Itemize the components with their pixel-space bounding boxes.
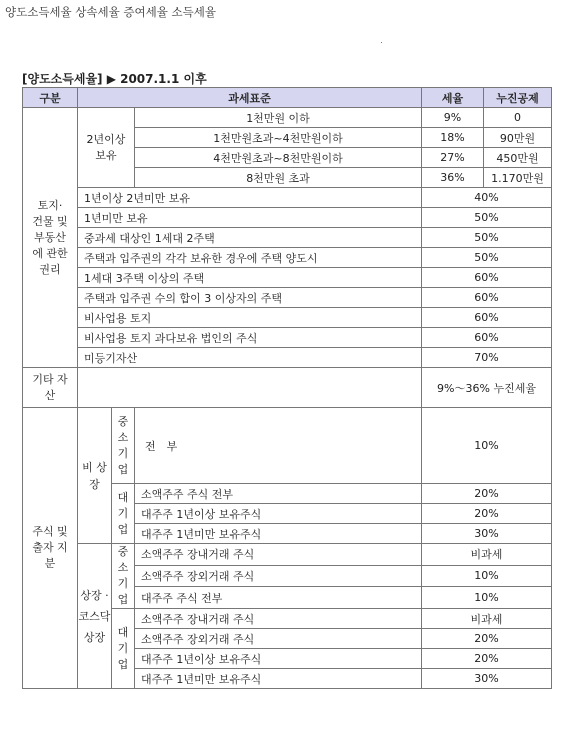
table-row xyxy=(23,348,552,368)
row-label: 대주주 1년이상 보유주식 xyxy=(135,649,422,669)
row-rate: 30% xyxy=(422,524,552,544)
row-label: 대주주 1년이상 보유주식 xyxy=(135,504,422,524)
row-rate: 70% xyxy=(422,348,552,368)
row-label: 소액주주 장내거래 주식 xyxy=(135,544,422,566)
row-rate: 20% xyxy=(422,504,552,524)
bracket-range: 4천만원초과~8천만원이하 xyxy=(135,148,422,168)
table-row xyxy=(23,408,552,484)
table-row xyxy=(23,108,552,128)
table-row xyxy=(23,308,552,328)
bracket-rate: 36% xyxy=(422,168,484,188)
listed-large-label: 대 기 업 xyxy=(112,609,135,689)
row-rate: 50% xyxy=(422,248,552,268)
row-rate: 60% xyxy=(422,328,552,348)
unlisted-sme-rate: 10% xyxy=(422,408,552,484)
bracket-deduction: 0 xyxy=(484,108,552,128)
bracket-range: 8천만원 초과 xyxy=(135,168,422,188)
row-label: 1세대 3주택 이상의 주택 xyxy=(78,268,422,288)
header-rate: 세율 xyxy=(422,88,484,108)
other-empty-cell xyxy=(78,368,422,408)
bracket-rate: 9% xyxy=(422,108,484,128)
header-deduction: 누진공제 xyxy=(484,88,552,108)
row-label: 소액주주 장외거래 주식 xyxy=(135,565,422,587)
other-category-cell: 기타 자산 xyxy=(23,368,78,408)
table-row xyxy=(23,368,552,408)
row-label: 중과세 대상인 1세대 2주택 xyxy=(78,228,422,248)
row-label: 미등기자산 xyxy=(78,348,422,368)
row-label: 주택과 입주권의 각각 보유한 경우에 주택 양도시 xyxy=(78,248,422,268)
row-rate: 비과세 xyxy=(422,609,552,629)
row-label: 1년이상 2년미만 보유 xyxy=(78,188,422,208)
over-2-year-label: 2년이상 보유 xyxy=(78,108,135,188)
row-rate: 50% xyxy=(422,228,552,248)
bracket-range: 1천만원초과~4천만원이하 xyxy=(135,128,422,148)
row-label: 비사업용 토지 xyxy=(78,308,422,328)
row-label: 주택과 입주권 수의 합이 3 이상자의 주택 xyxy=(78,288,422,308)
bracket-rate: 27% xyxy=(422,148,484,168)
row-rate: 20% xyxy=(422,649,552,669)
row-rate: 비과세 xyxy=(422,544,552,566)
row-rate: 30% xyxy=(422,669,552,689)
row-rate: 20% xyxy=(422,484,552,504)
row-rate: 60% xyxy=(422,308,552,328)
table-row xyxy=(23,288,552,308)
row-label: 대주주 1년미만 보유주식 xyxy=(135,669,422,689)
table-row xyxy=(23,328,552,348)
row-label: 소액주주 주식 전부 xyxy=(135,484,422,504)
row-rate: 60% xyxy=(422,288,552,308)
bracket-deduction: 450만원 xyxy=(484,148,552,168)
stray-dot xyxy=(381,42,382,43)
top-heading-line: 양도소득세율 상속세율 증여세율 소득세율 xyxy=(5,5,216,19)
other-rate: 9%～36% 누진세율 xyxy=(422,368,552,408)
bracket-deduction: 90만원 xyxy=(484,128,552,148)
unlisted-sme-label: 중 소 기 업 xyxy=(112,408,135,484)
transfer-tax-table xyxy=(22,87,552,689)
row-label: 소액주주 장외거래 주식 xyxy=(135,629,422,649)
row-label: 대주주 주식 전부 xyxy=(135,587,422,609)
listed-sme-label: 중 소 기 업 xyxy=(112,544,135,609)
table-row xyxy=(23,544,552,566)
table-row xyxy=(23,268,552,288)
row-label: 소액주주 장내거래 주식 xyxy=(135,609,422,629)
unlisted-sme-text: 전 부 xyxy=(135,408,422,484)
table-header-row xyxy=(23,88,552,108)
table-row xyxy=(23,188,552,208)
row-label: 1년미만 보유 xyxy=(78,208,422,228)
section-title: [양도소득세율] ▶ 2007.1.1 이후 xyxy=(22,72,207,86)
listed-label: 상장 · 코스닥상장 xyxy=(78,544,112,689)
row-rate: 50% xyxy=(422,208,552,228)
row-rate: 60% xyxy=(422,268,552,288)
land-category-cell: 토지· 건물 및 부동산에 관한 권리 xyxy=(23,108,78,368)
row-rate: 40% xyxy=(422,188,552,208)
table-row xyxy=(23,208,552,228)
bracket-deduction: 1.170만원 xyxy=(484,168,552,188)
row-rate: 10% xyxy=(422,587,552,609)
unlisted-large-label: 대 기 업 xyxy=(112,484,135,544)
row-label: 대주주 1년미만 보유주식 xyxy=(135,524,422,544)
stock-category-cell: 주식 및 출자 지분 xyxy=(23,408,78,689)
header-category: 구분 xyxy=(23,88,78,108)
header-standard: 과세표준 xyxy=(78,88,422,108)
row-rate: 10% xyxy=(422,565,552,587)
row-rate: 20% xyxy=(422,629,552,649)
table-row xyxy=(23,248,552,268)
row-label: 비사업용 토지 과다보유 법인의 주식 xyxy=(78,328,422,348)
bracket-range: 1천만원 이하 xyxy=(135,108,422,128)
unlisted-label: 비 상 장 xyxy=(78,408,112,544)
bracket-rate: 18% xyxy=(422,128,484,148)
table-row xyxy=(23,228,552,248)
